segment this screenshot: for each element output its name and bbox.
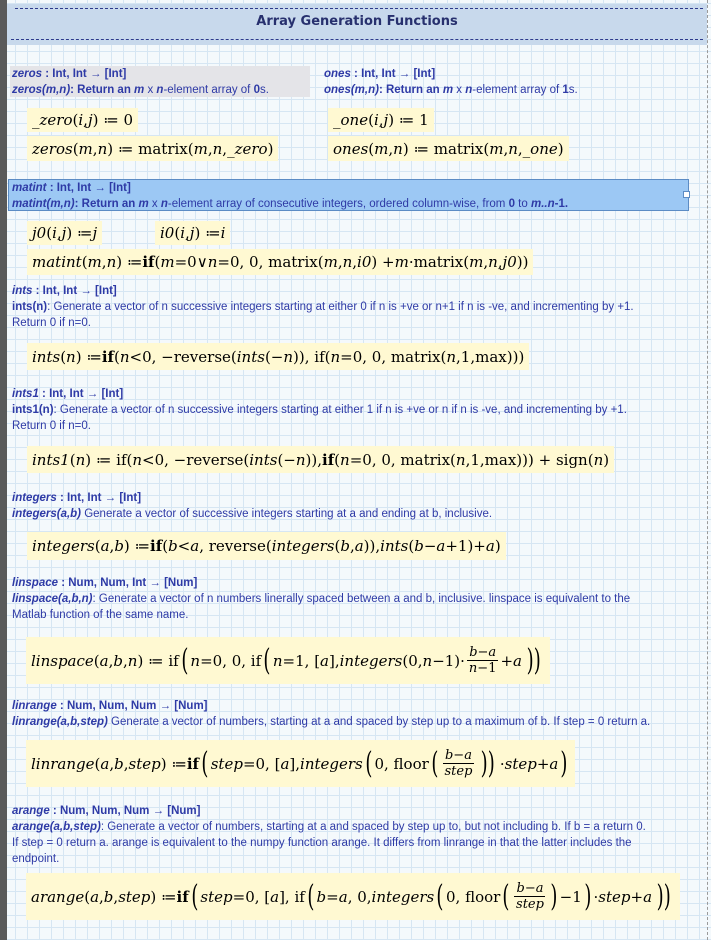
desc-text: x bbox=[148, 198, 161, 210]
type-signature: : Int, Int → [Int] bbox=[42, 68, 127, 80]
type-signature: : Int, Int → [Int] bbox=[46, 182, 131, 194]
desc-text: : Generate a vector of n successive integers starting at either 0 if n is +ve or n+1 if n is -ve, and incrementing by +1. bbox=[47, 301, 634, 313]
type-signature: : Int, Int → [Int] bbox=[38, 388, 124, 400]
function-name: ints1 bbox=[12, 388, 39, 400]
desc-text: . bbox=[564, 198, 569, 210]
desc-text: -element array of bbox=[163, 84, 254, 96]
one-helper-definition[interactable]: _one ( i , j ) ≔ 1 bbox=[328, 108, 434, 132]
function-call: matint(m,n) bbox=[12, 198, 75, 210]
linrange-definition[interactable]: linrange ( a , b , step ) ≔ if ( step =0, [ a ], integers ( 0, floor ( $\frac{b-a}{\text{step}}$ )) · step + a ) bbox=[26, 740, 575, 787]
region-border-top bbox=[15, 8, 703, 9]
linspace-description[interactable] bbox=[12, 575, 702, 623]
function-call: ints(n) bbox=[12, 301, 48, 313]
function-name: linspace bbox=[12, 577, 59, 589]
function-call: zeros(m,n) bbox=[12, 84, 71, 96]
param: m bbox=[134, 84, 145, 96]
region-border-bottom bbox=[11, 39, 703, 40]
desc-text: Generate a vector of numbers, starting at a and spaced by step up to a maximum of b. If step = 0 return a. bbox=[107, 716, 651, 728]
desc-text: : Generate a vector of n numbers linerally spaced between a and b, inclusive. linspace is equivalent to the bbox=[92, 593, 631, 605]
type-signature: : Num, Num, Num → [Num] bbox=[49, 805, 201, 817]
function-name: arange bbox=[12, 805, 50, 817]
arange-description[interactable] bbox=[12, 803, 702, 867]
param: n bbox=[156, 84, 164, 96]
desc-text: : Return an bbox=[70, 84, 135, 96]
param: m bbox=[442, 84, 454, 96]
matint-description-selected[interactable] bbox=[8, 179, 689, 211]
desc-text: x bbox=[453, 84, 466, 96]
ints1-definition[interactable]: ints1 ( n ) ≔ if( n <0, −reverse( ints (− n )), if ( n =0, 0, matrix( n ,1,max))) + sign( n ) bbox=[27, 446, 614, 473]
value: 0 bbox=[508, 198, 515, 210]
function-call: ones(m,n) bbox=[324, 84, 379, 96]
ints-definition[interactable]: ints ( n ) ≔ if ( n <0, −reverse( ints (− n )), if( n =0, 0, matrix( n ,1,max))) bbox=[27, 343, 529, 370]
desc-text: : Generate a vector of n successive integers starting at either 1 if n is +ve or n if n is -ve, and incrementing by +1. bbox=[53, 404, 627, 416]
desc-text: If step = 0 return a. arange is equivalent to the numpy function arange. It differs from linrange in that the latter includes the bbox=[12, 837, 632, 849]
zero-helper-definition[interactable]: _zero ( i , j ) ≔ 0 bbox=[27, 108, 138, 132]
desc-text: Return 0 if n=0. bbox=[12, 317, 91, 329]
function-call: ints1(n) bbox=[12, 404, 54, 416]
ones-definition[interactable]: ones ( m , n ) ≔ matrix( m , n , _one ) bbox=[328, 136, 569, 161]
page-boundary-line bbox=[707, 0, 708, 940]
j0-definition[interactable]: j0 ( i , j ) ≔ j bbox=[27, 221, 102, 245]
param: m..n bbox=[530, 198, 555, 210]
ints1-description[interactable] bbox=[12, 386, 702, 434]
function-name: ones bbox=[324, 68, 351, 80]
integers-definition[interactable]: integers ( a , b ) ≔ if ( b < a , reverse( integers ( b , a )), ints ( b − a +1)+ a ) bbox=[27, 532, 506, 560]
function-name: integers bbox=[12, 492, 57, 504]
desc-text: s. bbox=[259, 84, 269, 96]
function-name: linrange bbox=[12, 700, 57, 712]
integers-description[interactable] bbox=[12, 490, 702, 522]
desc-text: -element array of bbox=[472, 84, 563, 96]
type-signature: : Int, Int → [Int] bbox=[350, 68, 436, 80]
ints-description[interactable] bbox=[12, 283, 702, 331]
resize-handle[interactable] bbox=[683, 191, 690, 198]
param: n bbox=[465, 84, 473, 96]
type-signature: : Int, Int → [Int] bbox=[32, 285, 117, 297]
linspace-definition[interactable]: linspace ( a , b , n ) ≔ if ( n =0, 0, if ( n =1, [ a ], integers (0, n −1)· $\frac{b-a}{n-1}$ + a )) bbox=[26, 637, 550, 684]
zeros-description[interactable] bbox=[10, 66, 310, 97]
zeros-definition[interactable]: zeros ( m , n ) ≔ matrix( m , n , _zero ) bbox=[27, 136, 278, 161]
function-name: matint bbox=[12, 182, 47, 194]
desc-text: endpoint. bbox=[12, 853, 60, 865]
desc-text: Matlab function of the same name. bbox=[12, 609, 189, 621]
title-region[interactable] bbox=[7, 4, 707, 45]
desc-text: : Return an bbox=[378, 84, 443, 96]
desc-text: to bbox=[514, 198, 531, 210]
left-margin-strip bbox=[0, 0, 7, 940]
ones-description[interactable] bbox=[324, 66, 704, 98]
linrange-description[interactable] bbox=[12, 698, 702, 730]
function-call: linspace(a,b,n) bbox=[12, 593, 93, 605]
desc-text: -element array of consecutive integers, ordered column-wise, from bbox=[167, 198, 509, 210]
i0-definition[interactable]: i0 ( i , j ) ≔ i bbox=[155, 221, 230, 245]
value: 1 bbox=[562, 84, 569, 96]
function-call: arange(a,b,step) bbox=[12, 821, 101, 833]
value: 0 bbox=[253, 84, 260, 96]
desc-text: : Return an bbox=[74, 198, 139, 210]
desc-text: Generate a vector of successive integers starting at a and ending at b, inclusive. bbox=[81, 508, 493, 520]
desc-text: s. bbox=[568, 84, 578, 96]
page-title: Array Generation Functions bbox=[256, 14, 458, 29]
desc-text: Return 0 if n=0. bbox=[12, 420, 91, 432]
type-signature: : Int, Int → [Int] bbox=[56, 492, 142, 504]
value: -1 bbox=[554, 198, 565, 210]
desc-text: x bbox=[144, 84, 157, 96]
param: n bbox=[160, 198, 168, 210]
function-call: integers(a,b) bbox=[12, 508, 82, 520]
desc-text: : Generate a vector of numbers, starting at a and spaced by step up to, but not including b. If b = a return 0. bbox=[100, 821, 646, 833]
function-name: zeros bbox=[12, 68, 43, 80]
function-name: ints bbox=[12, 285, 33, 297]
type-signature: : Num, Num, Int → [Num] bbox=[58, 577, 198, 589]
param: m bbox=[138, 198, 149, 210]
arange-definition[interactable]: arange ( a , b , step ) ≔ if ( step =0, [ a ], if ( b = a , 0, integers ( 0, floor ( $\frac{b-a}{\text{step}}$ ) −1 ) · step + a )) bbox=[26, 873, 680, 920]
matint-definition[interactable]: matint ( m , n ) ≔ if ( m =0∨ n =0, 0, matrix( m , n , i0 ) + m ·matrix( m , n , j0 )) bbox=[27, 249, 533, 275]
function-call: linrange(a,b,step) bbox=[12, 716, 108, 728]
type-signature: : Num, Num, Num → [Num] bbox=[56, 700, 208, 712]
